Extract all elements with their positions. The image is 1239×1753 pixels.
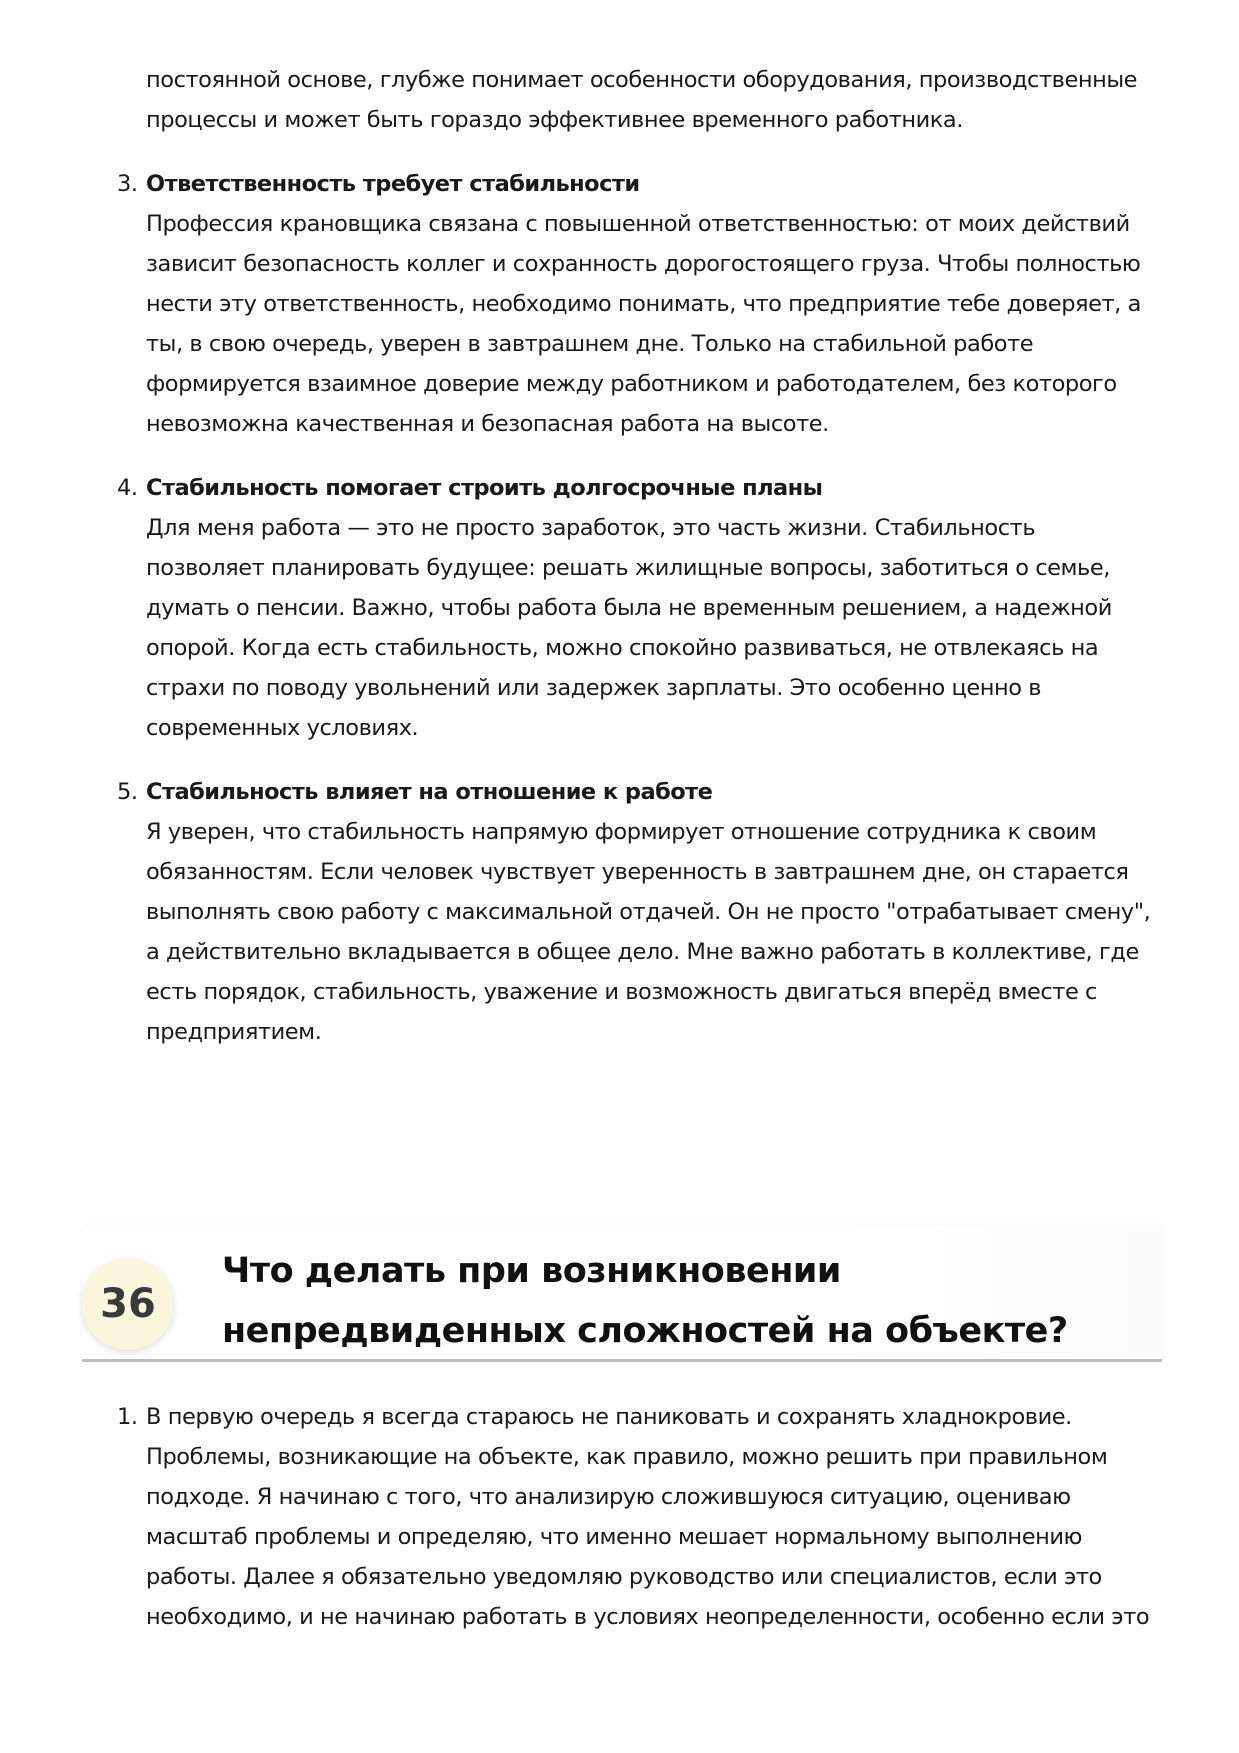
continued-paragraph: постоянной основе, глубже понимает особенности оборудования, производственные процессы и может быть гораздо эффективнее временного работника. [146,67,1138,133]
list-item-text: Я уверен, что стабильность напрямую формирует отношение сотрудника к своим обязанностям. Если человек чувствует уверенность в завтрашнем дне, он старается выполнять свою работу с максимальной отдачей. Он не просто "отрабатывает смену", а действительно вкладывается в общее дело. Мне важно работать в коллективе, где есть порядок, стабильность, уважение и возможность двигаться вперёд вместе с предприятием. [146,819,1151,1045]
list-item-text: Профессия крановщика связана с повышенной ответственностью: от моих действий зависит безопасность коллег и сохранность дорогостоящего груза. Чтобы полностью нести эту ответственность, необходимо понимать, что предприятие тебе доверяет, а ты, в свою очередь, уверен в завтрашнем дне. Только на стабильной работе формируется взаимное доверие между работником и работодателем, без которого невозможна качественная и безопасная работа на высоте. [146,211,1141,437]
section-number-badge: 36 [82,1258,174,1350]
list-item-number: 3. [117,171,138,197]
section-title: Что делать при возникновении непредвиденных сложностей на объекте? [222,1251,1068,1351]
list-item-title: Ответственность требует стабильности [146,171,640,197]
list-item-text: Для меня работа — это не просто заработок, это часть жизни. Стабильность позволяет планировать будущее: решать жилищные вопросы, заботиться о семье, думать о пенсии. Важно, чтобы работа была не временным решением, а надежной опорой. Когда есть стабильность, можно спокойно развиваться, не отвлекаясь на страхи по поводу увольнений или задержек зарплаты. Это особенно ценно в современных условиях. [146,515,1112,741]
list-item-number: 4. [117,475,138,501]
list-item-title: Стабильность помогает строить долгосрочные планы [146,475,823,501]
section-header [82,1225,1162,1365]
list-item-text: В первую очередь я всегда стараюсь не паниковать и сохранять хладнокровие. Проблемы, возникающие на объекте, как правило, можно решить при правильном подходе. Я начинаю с того, что анализирую сложившуюся ситуацию, оцениваю масштаб проблемы и определяю, что именно мешает нормальному выполнению работы. Далее я обязательно уведомляю руководство или специалистов, если это необходимо, и не начинаю работать в условиях неопределенности, особенно если это [146,1404,1150,1630]
list-item-title: Стабильность влияет на отношение к работе [146,779,713,805]
list-item-number: 1. [117,1404,138,1430]
list-item-number: 5. [117,779,138,805]
